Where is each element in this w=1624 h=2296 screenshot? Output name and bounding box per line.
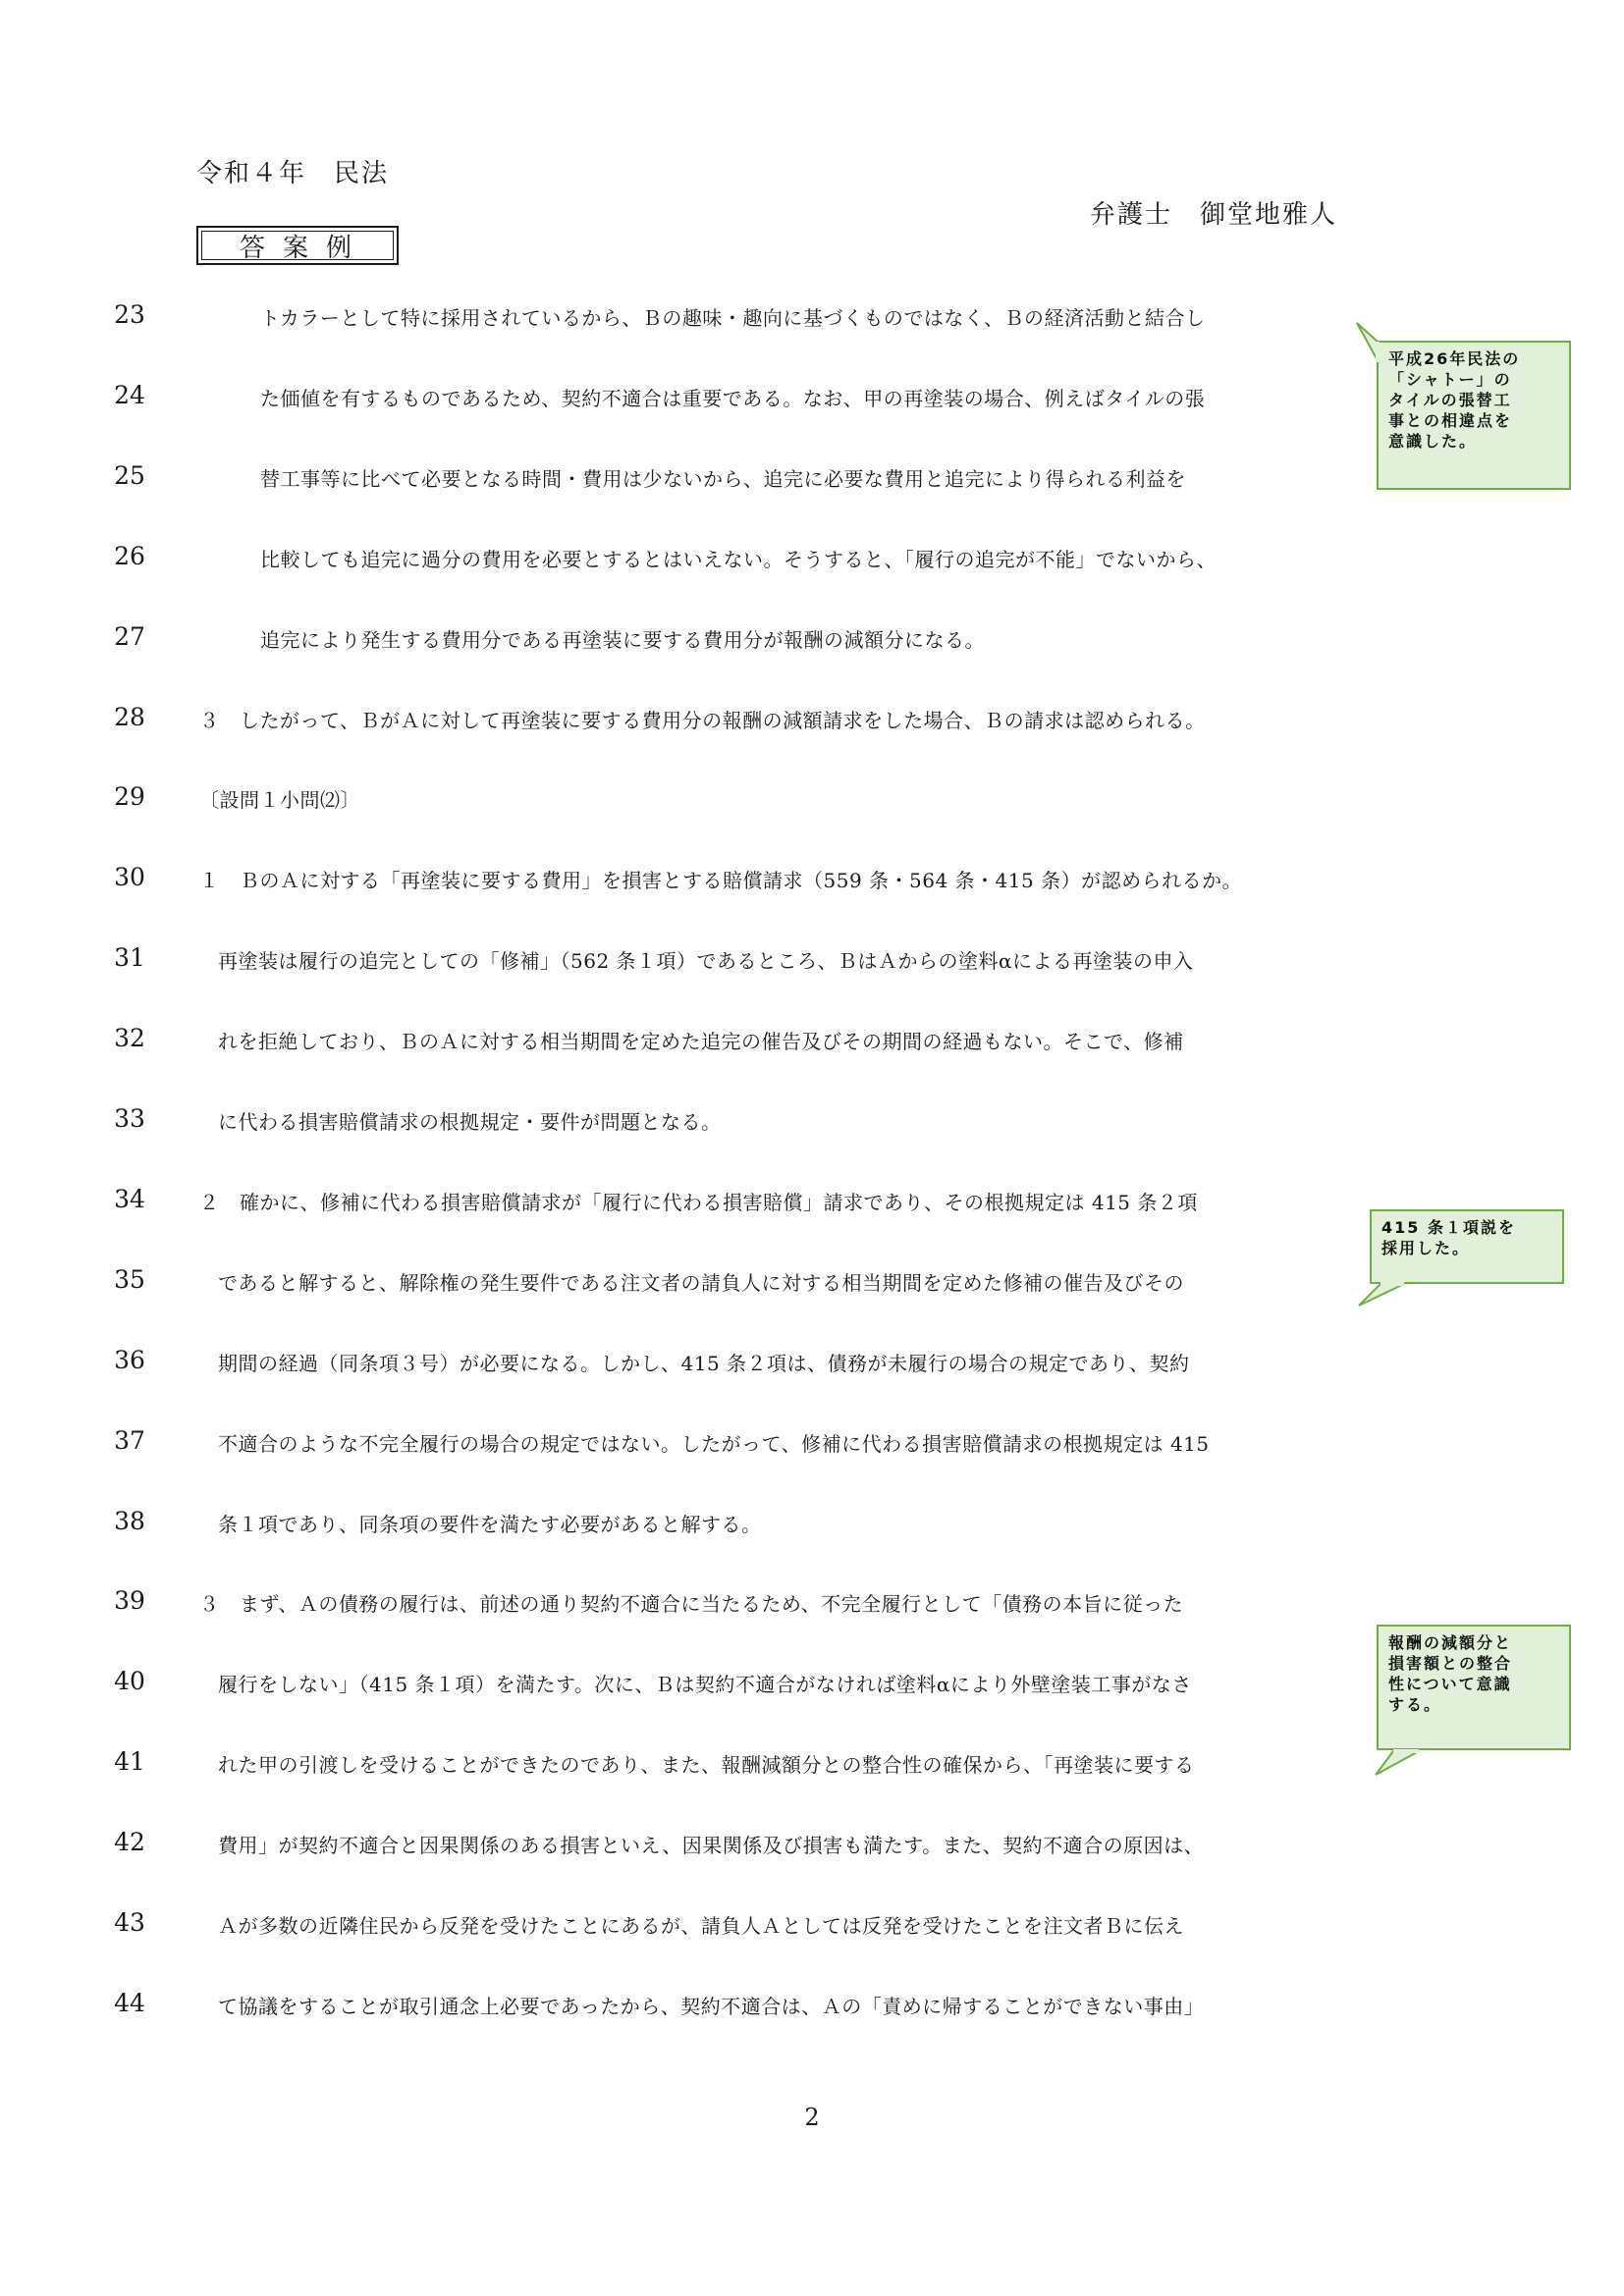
line-text: 再塗装は履行の追完としての「修補」（562 条１項）であるところ、ＢはＡからの塗料αによる再塗装の申入 bbox=[218, 949, 1194, 974]
answer-line bbox=[0, 943, 1624, 983]
line-text: 条１項であり、同条項の要件を満たす必要があると解する。 bbox=[218, 1512, 762, 1536]
line-number: 35 bbox=[114, 1264, 145, 1294]
line-text: 履行をしない」（415 条１項）を満たす。次に、Ｂは契約不適合がなければ塗料αにより外壁塗装工事がなさ bbox=[218, 1673, 1192, 1697]
note-line: 「シャトー」の bbox=[1388, 370, 1512, 389]
line-number: 23 bbox=[114, 300, 145, 329]
answer-line bbox=[0, 1828, 1624, 1867]
line-text: 期間の経過（同条項３号）が必要になる。しかし、415 条２項は、債務が未履行の場合の規定であり、契約 bbox=[218, 1351, 1190, 1375]
line-text: 不適合のような不完全履行の場合の規定ではない。したがって、修補に代わる損害賠償請求の根拠規定は 415 bbox=[218, 1431, 1210, 1456]
line-number: 37 bbox=[114, 1425, 145, 1455]
line-text: トカラーとして特に採用されているから、Ｂの趣味・趣向に基づくものではなく、Ｂの経済活動と結合し bbox=[260, 306, 1206, 330]
answer-line bbox=[0, 1586, 1624, 1626]
note-line: 平成26年民法の bbox=[1388, 349, 1521, 368]
line-number: 41 bbox=[114, 1747, 145, 1777]
line-number: 33 bbox=[114, 1104, 145, 1133]
line-text: ３ まず、Ａの債務の履行は、前述の通り契約不適合に当たるため、不完全履行として「債務の本旨に従った bbox=[199, 1592, 1184, 1617]
answer-line bbox=[0, 1104, 1624, 1144]
line-text: ２ 確かに、修補に代わる損害賠償請求が「履行に代わる損害賠償」請求であり、その根拠規定は 415 条２項 bbox=[199, 1190, 1198, 1214]
line-text: に代わる損害賠償請求の根拠規定・要件が問題となる。 bbox=[218, 1110, 722, 1134]
note-line: 採用した。 bbox=[1381, 1239, 1471, 1257]
author-name: 弁護士 御堂地雅人 bbox=[1090, 200, 1338, 230]
note-line: 事との相違点を bbox=[1388, 411, 1513, 430]
answer-line bbox=[0, 1908, 1624, 1948]
answer-line bbox=[0, 1989, 1624, 2028]
line-number: 38 bbox=[114, 1506, 145, 1535]
note-line: タイルの張替工 bbox=[1388, 391, 1512, 409]
answer-line bbox=[0, 542, 1624, 581]
note-2-pointer bbox=[1355, 1274, 1414, 1309]
answer-line bbox=[0, 1346, 1624, 1385]
line-text: １ ＢのＡに対する「再塗装に要する費用」を損害とする賠償請求（559 条・564 条・415 条）が認められるか。 bbox=[199, 869, 1243, 893]
line-text: 追完により発生する費用分である再塗装に要する費用分が報酬の減額分になる。 bbox=[260, 627, 985, 652]
page-number: 2 bbox=[804, 2104, 820, 2131]
line-number: 31 bbox=[114, 943, 145, 973]
line-number: 42 bbox=[114, 1828, 145, 1857]
line-number: 30 bbox=[114, 863, 145, 892]
note-line: する。 bbox=[1388, 1695, 1442, 1714]
line-text: れた甲の引渡しを受けることができたのであり、また、報酬減額分との整合性の確保から、「再塗装に要する bbox=[218, 1753, 1195, 1778]
line-number: 36 bbox=[114, 1345, 145, 1374]
line-number: 27 bbox=[114, 621, 145, 651]
answer-line bbox=[0, 1507, 1624, 1546]
answer-line bbox=[0, 863, 1624, 902]
answer-example-box: 答案例 bbox=[196, 226, 399, 265]
answer-line bbox=[0, 622, 1624, 662]
line-number: 26 bbox=[114, 541, 145, 570]
line-number: 32 bbox=[114, 1024, 145, 1053]
line-number: 44 bbox=[114, 1988, 145, 2017]
line-text: て協議をすることが取引通念上必要であったから、契約不適合は、Ａの「責めに帰することができない事由」 bbox=[218, 1994, 1205, 2018]
line-text: ３ したがって、ＢがＡに対して再塗装に要する費用分の報酬の減額請求をした場合、Ｂの請求は認められる。 bbox=[199, 708, 1206, 732]
note-line: 報酬の減額分と bbox=[1388, 1633, 1513, 1652]
line-number: 40 bbox=[114, 1667, 145, 1696]
line-text: れを拒絶しており、ＢのＡに対する相当期間を定めた追完の催告及びその期間の経過もない。そこで、修補 bbox=[218, 1030, 1184, 1054]
line-text: 替工事等に比べて必要となる時間・費用は少ないから、追完に必要な費用と追完により得られる利益を bbox=[260, 466, 1186, 491]
answer-line bbox=[0, 1426, 1624, 1466]
document-title: 令和４年 民法 bbox=[196, 159, 390, 188]
note-1-pointer bbox=[1355, 319, 1404, 364]
line-number: 25 bbox=[114, 460, 145, 490]
margin-note-1 bbox=[1377, 341, 1571, 490]
line-number: 43 bbox=[114, 1908, 145, 1937]
note-line: 性について意識 bbox=[1388, 1675, 1512, 1693]
line-number: 29 bbox=[114, 782, 145, 812]
line-number: 34 bbox=[114, 1184, 145, 1213]
line-number: 39 bbox=[114, 1586, 145, 1616]
margin-note-2 bbox=[1370, 1209, 1564, 1284]
line-text: であると解すると、解除権の発生要件である注文者の請負人に対する相当期間を定めた修補の催告及びその bbox=[218, 1270, 1184, 1295]
line-text: た価値を有するものであるため、契約不適合は重要である。なお、甲の再塗装の場合、例えばタイルの張 bbox=[260, 386, 1206, 410]
line-text: 〔設問１小問⑵〕 bbox=[199, 788, 360, 813]
answer-line bbox=[0, 703, 1624, 742]
line-text: Ａが多数の近隣住民から反発を受けたことにあるが、請負人Ａとしては反発を受けたことを注文者Ｂに伝え bbox=[218, 1914, 1184, 1938]
margin-note-3 bbox=[1377, 1625, 1571, 1750]
note-line: 損害額との整合 bbox=[1388, 1654, 1513, 1673]
line-number: 24 bbox=[114, 380, 145, 409]
note-line: 意識した。 bbox=[1388, 432, 1478, 451]
answer-line bbox=[0, 1024, 1624, 1063]
line-text: 比較しても追完に過分の費用を必要とするとはいえない。そうすると、「履行の追完が不能」でないから、 bbox=[260, 547, 1217, 571]
line-text: 費用」が契約不適合と因果関係のある損害といえ、因果関係及び損害も満たす。また、契約不適合の原因は、 bbox=[218, 1834, 1205, 1858]
line-number: 28 bbox=[114, 702, 145, 731]
note-line: 415 条１項説を bbox=[1381, 1218, 1516, 1237]
answer-line bbox=[0, 782, 1624, 822]
note-3-pointer bbox=[1370, 1739, 1429, 1779]
